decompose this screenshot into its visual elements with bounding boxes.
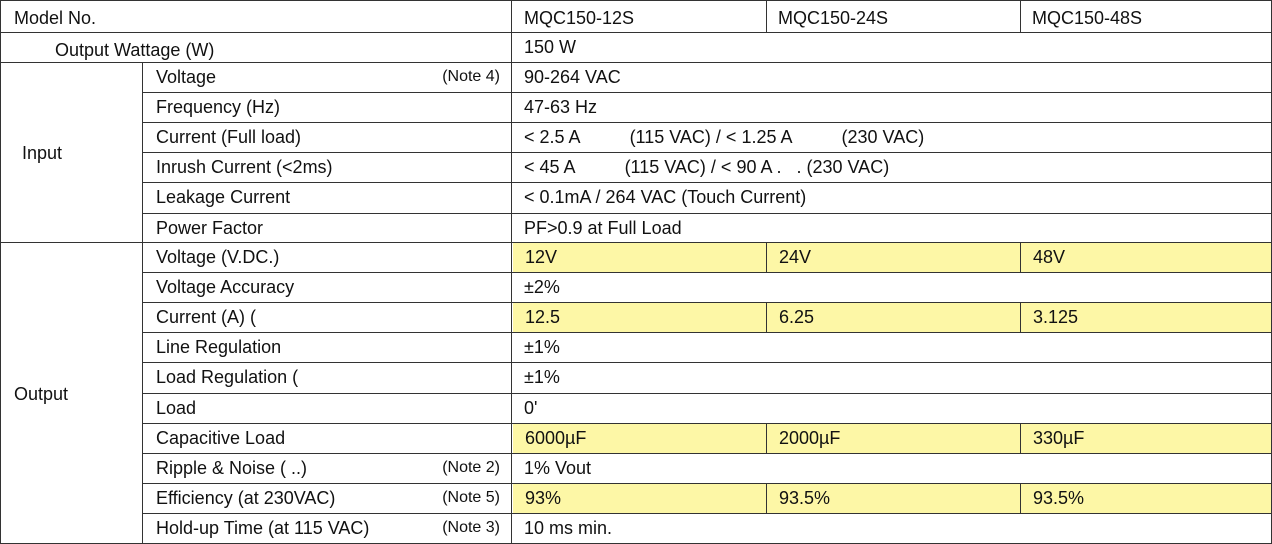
grid-vline — [766, 242, 767, 272]
value-cell: 0' — [524, 397, 538, 418]
value-cell: 3.125 — [1021, 303, 1272, 332]
output-group-label: Output — [14, 384, 69, 404]
model-col-2: MQC150-24S — [778, 8, 889, 28]
grid-hline — [142, 182, 1272, 183]
value-cell: 10 ms min. — [524, 517, 613, 538]
value-cell: 6000µF — [513, 424, 766, 453]
row-label: Inrush Current (<2ms) — [156, 157, 333, 178]
table-row — [0, 213, 1272, 243]
grid-hline — [0, 0, 1272, 1]
row-label: Frequency (Hz) — [156, 97, 281, 118]
model-col-1: MQC150-12S — [524, 8, 635, 28]
row-note: (Note 2) — [442, 458, 500, 476]
grid-vline — [142, 62, 143, 544]
value-cell: 6.25 — [767, 303, 1020, 332]
row-note: (Note 4) — [442, 68, 500, 85]
grid-vline — [766, 423, 767, 453]
grid-hline — [142, 92, 1272, 93]
grid-hline — [142, 272, 1272, 273]
table-row — [0, 362, 1272, 392]
grid-vline — [0, 0, 1, 544]
grid-vline — [1020, 302, 1021, 332]
grid-hline — [142, 393, 1272, 394]
value-cell: ±2% — [524, 277, 560, 298]
grid-hline — [142, 332, 1272, 333]
grid-vline — [511, 0, 512, 544]
row-label: Voltage (V.DC.) — [156, 247, 280, 267]
value-cell: 93.5% — [1021, 484, 1272, 513]
row-label: Voltage — [156, 67, 217, 87]
value-cell: 93% — [513, 484, 766, 513]
row-label: Current (A) ( — [156, 307, 257, 328]
row-label: Load Regulation ( — [156, 367, 299, 388]
grid-hline — [142, 453, 1272, 454]
grid-hline — [142, 122, 1272, 123]
table-row — [0, 92, 1272, 122]
grid-hline — [142, 152, 1272, 153]
table-row — [0, 423, 1272, 453]
table-row — [0, 272, 1272, 302]
row-note: (Note 3) — [442, 518, 500, 536]
grid-vline — [1020, 423, 1021, 453]
grid-vline — [766, 0, 767, 32]
table-row — [0, 242, 1272, 272]
row-label: Hold-up Time (at 115 VAC) — [156, 517, 370, 538]
grid-hline — [142, 213, 1272, 214]
value-cell: ±1% — [524, 367, 560, 388]
row-label: Voltage Accuracy — [156, 277, 295, 298]
row-label: Current (Full load) — [156, 127, 302, 148]
grid-hline — [0, 242, 1272, 243]
table-row — [0, 62, 1272, 92]
value-cell: 24V — [767, 243, 1020, 272]
value-cell: PF>0.9 at Full Load — [524, 217, 682, 238]
grid-hline — [0, 32, 1272, 33]
table-row — [0, 483, 1272, 513]
value-cell: 47-63 Hz — [524, 97, 598, 118]
wattage-label: Output Wattage (W) — [55, 40, 215, 60]
grid-vline — [1020, 242, 1021, 272]
grid-vline — [766, 302, 767, 332]
table-row — [0, 152, 1272, 182]
value-cell: < 0.1mA / 264 VAC (Touch Current) — [524, 187, 807, 208]
row-label: Leakage Current — [156, 187, 291, 208]
value-cell: 1% Vout — [524, 457, 592, 478]
value-cell: 12V — [513, 243, 766, 272]
grid-hline — [0, 62, 1272, 63]
table-row — [0, 453, 1272, 483]
value-cell: 93.5% — [767, 484, 1020, 513]
row-label: Ripple & Noise ( ..) — [156, 457, 308, 478]
row-label: Capacitive Load — [156, 427, 286, 448]
value-cell: 330µF — [1021, 424, 1272, 453]
model-col-3: MQC150-48S — [1032, 8, 1143, 28]
value-cell: 12.5 — [513, 303, 766, 332]
grid-hline — [142, 513, 1272, 514]
table-row — [0, 182, 1272, 212]
input-group-label: Input — [22, 143, 63, 163]
value-cell: 90-264 VAC — [524, 67, 621, 87]
value-cell: < 45 A (115 VAC) / < 90 A . . (230 VAC) — [524, 157, 890, 178]
grid-hline — [142, 423, 1272, 424]
row-label: Load — [156, 397, 197, 418]
grid-vline — [766, 483, 767, 513]
value-cell: 48V — [1021, 243, 1272, 272]
value-cell: < 2.5 A (115 VAC) / < 1.25 A (230 VAC) — [524, 127, 925, 148]
table-row — [0, 513, 1272, 543]
table-row — [0, 393, 1272, 423]
row-label: Power Factor — [156, 217, 264, 238]
header-label: Model No. — [14, 8, 97, 28]
row-note: (Note 5) — [442, 488, 500, 506]
grid-vline — [1020, 483, 1021, 513]
table-row — [0, 332, 1272, 362]
table-row — [0, 122, 1272, 152]
grid-vline — [1020, 0, 1021, 32]
grid-hline — [142, 483, 1272, 484]
row-label: Efficiency (at 230VAC) — [156, 487, 336, 508]
table-row — [0, 302, 1272, 332]
wattage-value: 150 W — [524, 37, 577, 57]
value-cell: ±1% — [524, 337, 560, 358]
grid-hline — [142, 362, 1272, 363]
row-label: Line Regulation — [156, 337, 282, 358]
value-cell: 2000µF — [767, 424, 1020, 453]
grid-hline — [142, 302, 1272, 303]
